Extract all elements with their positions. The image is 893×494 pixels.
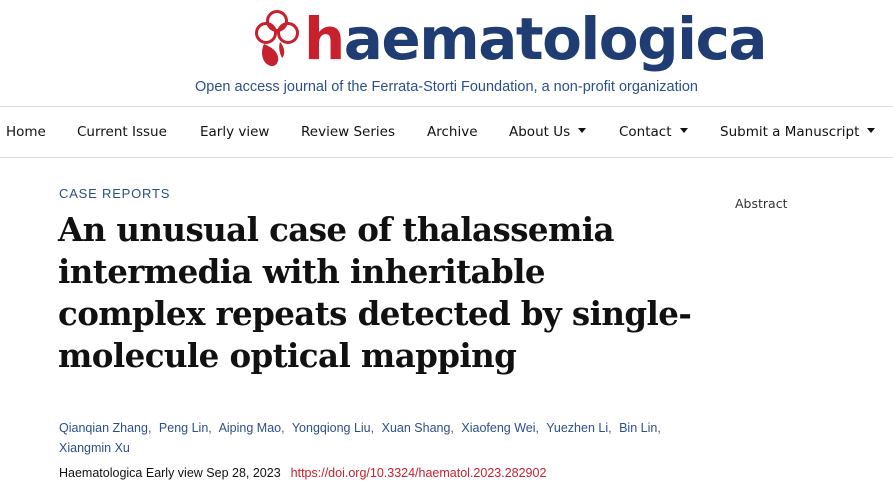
logo-wordmark-initial: h — [304, 5, 344, 73]
author-separator: , — [147, 421, 152, 435]
author-separator: , — [608, 421, 612, 435]
nav-contact-label: Contact — [619, 124, 672, 140]
caret-down-icon — [867, 128, 875, 133]
nav-about-us-label: About Us — [509, 124, 571, 140]
nav-review-series[interactable] — [301, 107, 395, 157]
site-tagline: Open access journal of the Ferrata-Storti Foundation, a non-profit organization — [195, 79, 698, 95]
blood-drop-logo-icon — [252, 8, 302, 70]
author-link[interactable]: Bin Lin — [619, 421, 658, 435]
nav-early-view-label: Early view — [200, 124, 270, 140]
logo-wordmark — [304, 6, 766, 72]
nav-submit-manuscript-label: Submit a Manuscript — [720, 124, 860, 140]
nav-early-view[interactable] — [200, 107, 269, 157]
article-category[interactable]: CASE REPORTS — [59, 186, 171, 201]
author-separator: , — [450, 421, 454, 435]
author-link[interactable]: Qianqian Zhang — [59, 421, 148, 435]
author-link[interactable]: Aiping Mao — [218, 421, 282, 435]
nav-current-issue-label: Current Issue — [77, 124, 167, 140]
nav-home[interactable] — [6, 107, 46, 157]
main-nav — [0, 106, 893, 158]
article-title: An unusual case of thalassemia intermedia with inheritable complex repeats detected by single-molecule optical mapping — [58, 210, 692, 375]
author-separator: , — [208, 421, 212, 435]
caret-down-icon — [578, 128, 586, 133]
nav-submit-manuscript[interactable] — [720, 107, 875, 157]
author-link[interactable]: Yuezhen Li — [546, 421, 609, 435]
nav-review-series-label: Review Series — [301, 124, 395, 140]
author-link[interactable]: Peng Lin — [158, 421, 209, 435]
author-separator: , — [281, 421, 285, 435]
sidebar-abstract-link[interactable]: Abstract — [735, 196, 788, 211]
doi-link[interactable]: https://doi.org/10.3324/haematol.2023.282902 — [290, 466, 547, 480]
author-separator: , — [657, 421, 661, 435]
nav-archive[interactable] — [427, 107, 478, 157]
site-header — [0, 0, 893, 106]
nav-archive-label: Archive — [427, 124, 478, 140]
author-link[interactable]: Yongqiong Liu — [291, 421, 371, 435]
citation-text: Haematologica Early view Sep 28, 2023 — [59, 466, 281, 480]
site-logo[interactable] — [252, 6, 766, 76]
author-separator: , — [370, 421, 375, 435]
nav-contact[interactable] — [619, 107, 688, 157]
author-separator: , — [535, 421, 539, 435]
author-link[interactable]: Xuan Shang — [381, 421, 451, 435]
author-link[interactable]: Xiangmin Xu — [59, 441, 130, 455]
nav-current-issue[interactable] — [77, 107, 167, 157]
caret-down-icon — [680, 128, 688, 133]
article-citation — [59, 466, 546, 480]
nav-about-us[interactable] — [509, 107, 586, 157]
author-link[interactable]: Xiaofeng Wei — [461, 421, 536, 435]
nav-home-label: Home — [6, 124, 46, 140]
author-list — [59, 418, 679, 458]
logo-wordmark-rest: aematologica — [343, 5, 767, 73]
